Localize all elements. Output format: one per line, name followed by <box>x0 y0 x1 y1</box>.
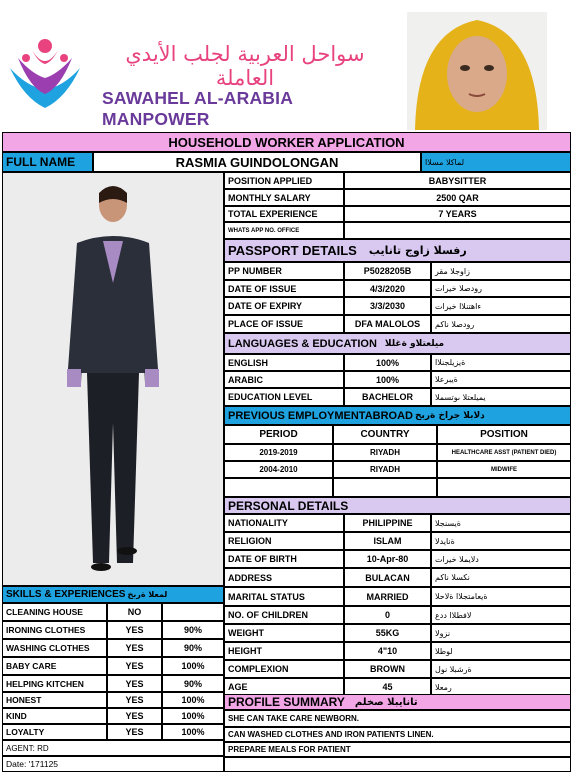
employment-section-title <box>224 406 571 425</box>
languages-section-title <box>224 333 571 354</box>
passport-title-arabic: رفسلا زاوج تانايب <box>368 244 467 257</box>
skill-label: WASHING CLOTHES <box>2 639 107 657</box>
skill-percentage: 90% <box>162 675 224 692</box>
personal-value: BULACAN <box>344 568 431 587</box>
skill-label: CLEANING HOUSE <box>2 603 107 621</box>
employment-header-position: POSITION <box>437 425 571 444</box>
personal-label: MARITAL STATUS <box>224 587 344 606</box>
profile-title-arabic: تانايبلا صخلم <box>354 696 418 708</box>
employment-country: RIYADH <box>333 461 437 478</box>
personal-arabic-label: دلايملا خيرات <box>431 550 571 568</box>
profile-title: PROFILE SUMMARY <box>228 695 345 709</box>
personal-label: WEIGHT <box>224 624 344 642</box>
skill-answer: YES <box>107 657 162 675</box>
language-label: ENGLISH <box>224 354 344 371</box>
applicant-full-body-photo <box>2 172 224 586</box>
monthly-salary-label: MONTHLY SALARY <box>224 189 344 206</box>
full-name-label: FULL NAME <box>2 152 93 172</box>
languages-title: LANGUAGES & EDUCATION <box>228 337 377 350</box>
employment-empty-row <box>437 478 571 497</box>
passport-value: 4/3/2020 <box>344 280 431 297</box>
skill-percentage: 100% <box>162 708 224 724</box>
personal-label: HEIGHT <box>224 642 344 660</box>
company-arabic-name: سواحل العربية لجلب الأيدي العاملة <box>125 42 365 90</box>
language-arabic-label: يميلعتلا ىوتسملا <box>431 388 571 406</box>
personal-label: COMPLEXION <box>224 660 344 678</box>
whatsapp-office-value <box>344 222 571 239</box>
personal-arabic-label: ةنايدلا <box>431 532 571 550</box>
passport-arabic-label: رودصلا خيرات <box>431 280 571 297</box>
language-value: 100% <box>344 371 431 388</box>
personal-value: 0 <box>344 606 431 624</box>
personal-value: PHILIPPINE <box>344 514 431 532</box>
personal-label: NO. OF CHILDREN <box>224 606 344 624</box>
skill-answer: YES <box>107 724 162 740</box>
position-applied-value: BABYSITTER <box>344 172 571 189</box>
personal-value: 55KG <box>344 624 431 642</box>
languages-title-arabic: ميلعتلاو ةغللا <box>384 338 445 349</box>
date-footer: Date: '171125 <box>2 756 224 772</box>
skill-percentage: 100% <box>162 724 224 740</box>
employment-period: 2019-2019 <box>224 444 333 461</box>
skill-answer: YES <box>107 675 162 692</box>
skill-label: LOYALTY <box>2 724 107 740</box>
personal-arabic-label: لوطلا <box>431 642 571 660</box>
applicant-headshot <box>407 12 547 130</box>
language-label: EDUCATION LEVEL <box>224 388 344 406</box>
employment-empty-row <box>224 478 333 497</box>
employment-position: HEALTHCARE ASST (PATIENT DIED) <box>437 444 571 461</box>
agent-footer: AGENT: RD <box>2 740 224 756</box>
skill-percentage: 100% <box>162 657 224 675</box>
passport-arabic-label: رودصلا ناكم <box>431 315 571 333</box>
personal-arabic-label: ةرشبلا نول <box>431 660 571 678</box>
language-value: 100% <box>344 354 431 371</box>
skill-label: HELPING KITCHEN <box>2 675 107 692</box>
personal-label: DATE OF BIRTH <box>224 550 344 568</box>
skill-answer: YES <box>107 621 162 639</box>
passport-arabic-label: زاوجلا مقر <box>431 262 571 280</box>
personal-section-title: PERSONAL DETAILS <box>224 497 571 514</box>
passport-value: DFA MALOLOS <box>344 315 431 333</box>
employment-header-period: PERIOD <box>224 425 333 444</box>
company-name: SAWAHEL AL-ARABIA MANPOWER <box>102 88 293 129</box>
personal-value: ISLAM <box>344 532 431 550</box>
passport-label: DATE OF ISSUE <box>224 280 344 297</box>
skill-answer: YES <box>107 639 162 657</box>
skills-section-title <box>2 586 224 603</box>
skill-answer: YES <box>107 692 162 708</box>
whatsapp-office-label: WHATS APP NO. OFFICE <box>224 222 344 239</box>
personal-arabic-label: لافطلاا ددع <box>431 606 571 624</box>
employment-title-arabic: دلابلا جراخ ةربخ <box>414 410 485 421</box>
employment-empty-row <box>333 478 437 497</box>
position-applied-label: POSITION APPLIED <box>224 172 344 189</box>
skill-label: IRONING CLOTHES <box>2 621 107 639</box>
passport-value: 3/3/2030 <box>344 297 431 315</box>
language-arabic-label: ةيزيلجنلاا <box>431 354 571 371</box>
personal-value: 4"10 <box>344 642 431 660</box>
personal-label: NATIONALITY <box>224 514 344 532</box>
passport-label: PLACE OF ISSUE <box>224 315 344 333</box>
skills-title-arabic: لمعلا ةربخ <box>127 590 168 599</box>
personal-value: 10-Apr-80 <box>344 550 431 568</box>
employment-title: PREVIOUS EMPLOYMENTABROAD <box>228 409 413 422</box>
monthly-salary-value: 2500 QAR <box>344 189 571 206</box>
skill-label: HONEST <box>2 692 107 708</box>
company-logo <box>4 28 86 124</box>
personal-label: RELIGION <box>224 532 344 550</box>
passport-section-title <box>224 239 571 262</box>
total-experience-label: TOTAL EXPERIENCE <box>224 206 344 222</box>
personal-label: ADDRESS <box>224 568 344 587</box>
language-value: BACHELOR <box>344 388 431 406</box>
passport-title: PASSPORT DETAILS <box>228 243 357 258</box>
employment-period: 2004-2010 <box>224 461 333 478</box>
personal-value: BROWN <box>344 660 431 678</box>
total-experience-value: 7 YEARS <box>344 206 571 222</box>
language-arabic-label: ةيبرعلا <box>431 371 571 388</box>
skill-percentage: 90% <box>162 621 224 639</box>
profile-line: SHE CAN TAKE CARE NEWBORN. <box>224 710 571 727</box>
profile-section-title <box>224 694 571 710</box>
profile-empty-line <box>224 757 571 772</box>
personal-label: AGE <box>224 678 344 696</box>
personal-arabic-label: ةيسنجلا <box>431 514 571 532</box>
passport-label: PP NUMBER <box>224 262 344 280</box>
employment-header-country: COUNTRY <box>333 425 437 444</box>
passport-label: DATE OF EXPIRY <box>224 297 344 315</box>
employment-country: RIYADH <box>333 444 437 461</box>
skill-percentage: 100% <box>162 692 224 708</box>
form-title: HOUSEHOLD WORKER APPLICATION <box>2 132 571 152</box>
employment-position: MIDWIFE <box>437 461 571 478</box>
passport-value: P5028205B <box>344 262 431 280</box>
skill-percentage: 90% <box>162 639 224 657</box>
profile-line: PREPARE MEALS FOR PATIENT <box>224 742 571 757</box>
language-label: ARABIC <box>224 371 344 388</box>
passport-arabic-label: ءاهتنلاا خيرات <box>431 297 571 315</box>
skill-answer: NO <box>107 603 162 621</box>
skills-title: SKILLS & EXPERIENCES <box>6 589 126 600</box>
personal-arabic-label: ةيعامتجلاا ةلاحلا <box>431 587 571 606</box>
personal-arabic-label: نزولا <box>431 624 571 642</box>
full-name-value: RASMIA GUINDOLONGAN <box>93 152 421 172</box>
skill-percentage <box>162 603 224 621</box>
personal-arabic-label: رمعلا <box>431 678 571 696</box>
personal-value: MARRIED <box>344 587 431 606</box>
skill-label: KIND <box>2 708 107 724</box>
personal-value: 45 <box>344 678 431 696</box>
skill-answer: YES <box>107 708 162 724</box>
full-name-arabic: لماكلا مسلاا <box>421 152 571 172</box>
personal-arabic-label: نكسلا ناكم <box>431 568 571 587</box>
profile-line: CAN WASHED CLOTHES AND IRON PATIENTS LINEN. <box>224 727 571 742</box>
skill-label: BABY CARE <box>2 657 107 675</box>
